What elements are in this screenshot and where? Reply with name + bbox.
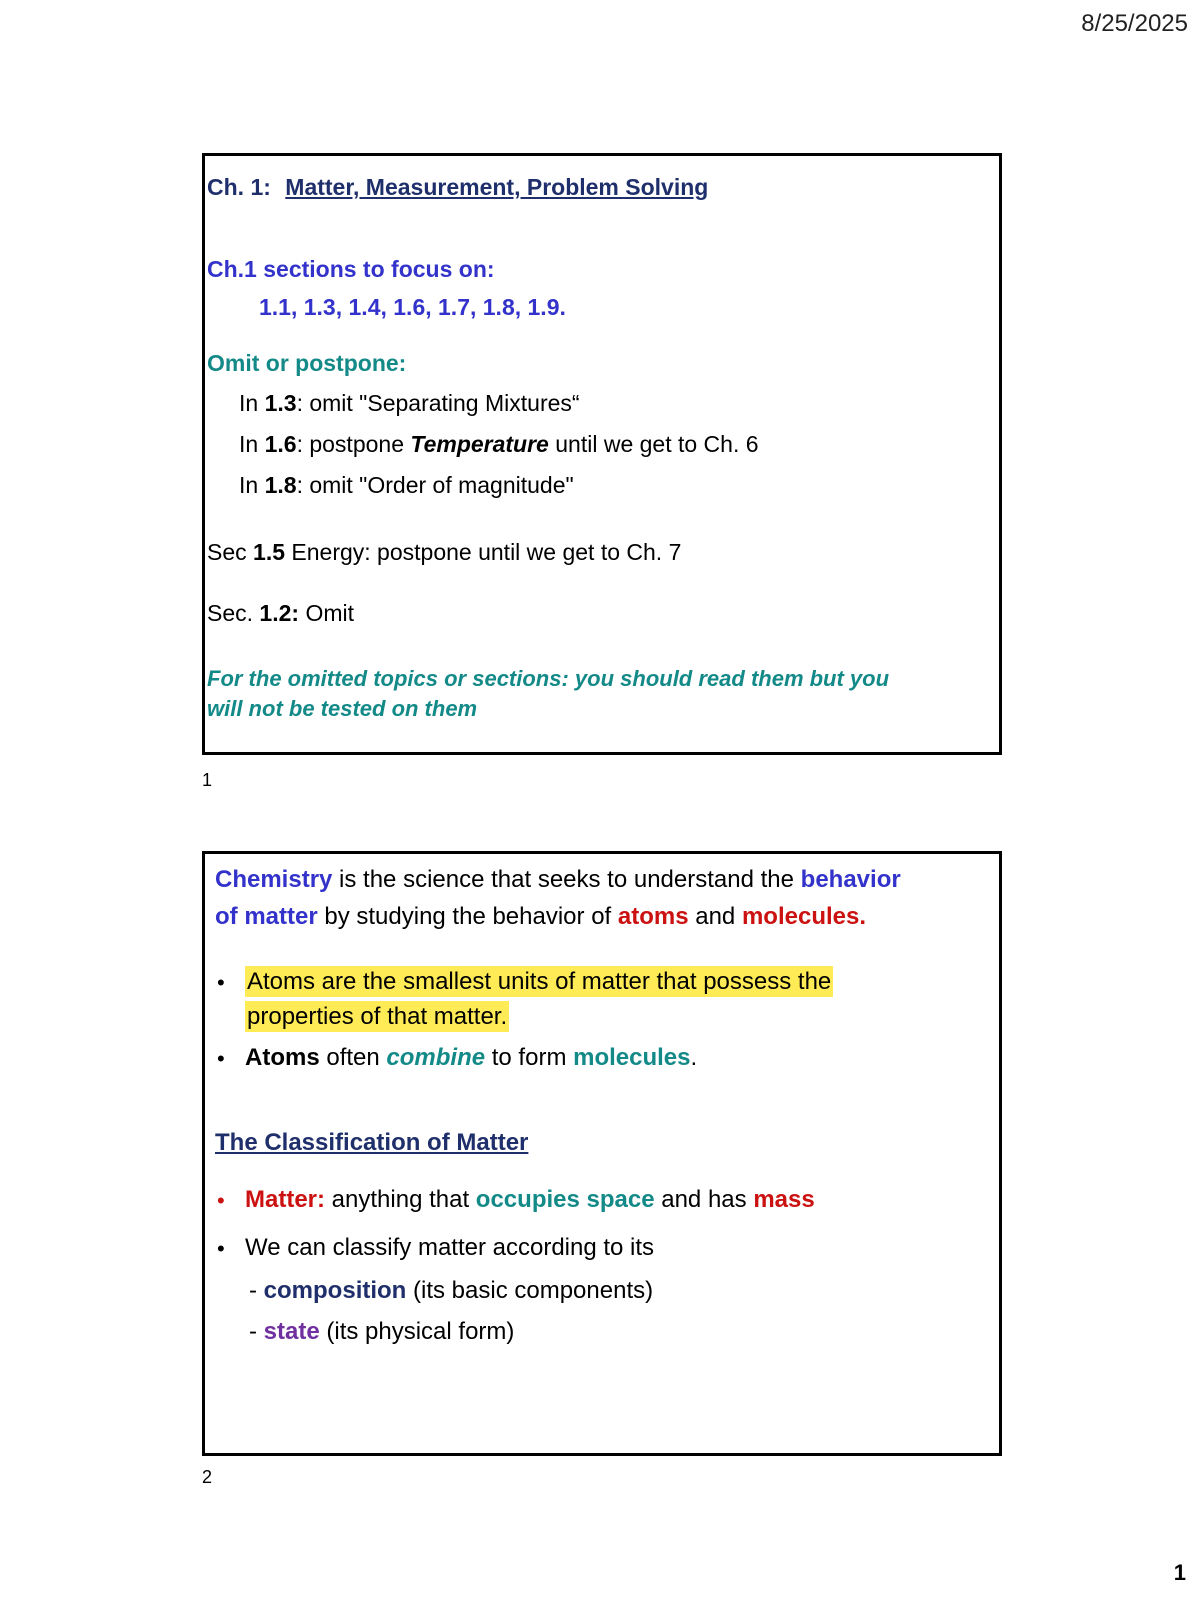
omit-item-3 <box>239 472 574 499</box>
omit-sec-text: Omit <box>299 600 355 626</box>
omit-text: : postpone <box>296 431 411 457</box>
state-text: (its physical form) <box>319 1318 515 1345</box>
intro-text-2: by studying the behavior of <box>317 903 618 930</box>
bullet-dot-red: • <box>217 1188 225 1213</box>
omit-section: 1.3 <box>264 390 297 416</box>
matter-text-1: anything that <box>325 1186 476 1213</box>
highlighted-text: Atoms are the smallest units of matter that possess the <box>247 968 832 995</box>
focus-sections: 1.1, 1.3, 1.4, 1.6, 1.7, 1.8, 1.9. <box>259 294 566 320</box>
word-atoms: atoms <box>617 903 689 930</box>
combine-line <box>245 1044 697 1072</box>
omit-sec-section: 1.2: <box>259 600 300 626</box>
bullet-dot: • <box>217 1236 225 1261</box>
highlighted-text: properties of that matter. <box>247 1003 508 1030</box>
bullet-dot: • <box>217 1046 225 1071</box>
word-state: state <box>263 1318 320 1345</box>
matter-text-2: and has <box>654 1186 754 1213</box>
intro-text-1: is the science that seeks to understand the <box>332 866 801 893</box>
intro-line-2 <box>215 903 866 931</box>
word-occupies-space: occupies space <box>475 1186 655 1213</box>
omit-prefix: In <box>239 431 265 457</box>
intro-line-1 <box>215 866 901 894</box>
word-molecules: molecules. <box>741 903 867 930</box>
word-behavior: behavior <box>800 866 901 893</box>
energy-line <box>207 539 681 566</box>
omit-text: : omit "Order of magnitude" <box>296 472 574 498</box>
state-line <box>249 1318 514 1346</box>
omit-prefix: In <box>239 472 265 498</box>
omit-sec-prefix: Sec. <box>207 600 260 626</box>
atoms-definition-line-2 <box>245 1003 509 1031</box>
intro-text-3: and <box>688 903 742 930</box>
omit-section: 1.6 <box>264 431 297 457</box>
classification-heading: The Classification of Matter <box>215 1129 529 1156</box>
slide-number-1: 1 <box>202 770 213 790</box>
composition-text: (its basic components) <box>406 1277 654 1304</box>
omit-section: 1.8 <box>264 472 297 498</box>
print-date: 8/25/2025 <box>1081 10 1188 37</box>
atoms-definition-line-1 <box>245 968 833 996</box>
word-molecules-teal: molecules <box>573 1044 691 1071</box>
word-composition: composition <box>263 1277 407 1304</box>
omit-item-2 <box>239 431 759 458</box>
omit-emph: Temperature <box>410 431 549 457</box>
omit-item-1 <box>239 390 580 417</box>
matter-definition <box>245 1186 815 1214</box>
combine-text-1: often <box>319 1044 387 1071</box>
omit-text: : omit "Separating Mixtures“ <box>296 390 580 416</box>
focus-label: Ch.1 sections to focus on: <box>207 256 495 282</box>
word-mass: mass <box>753 1186 815 1213</box>
word-atoms-bold: Atoms <box>245 1044 320 1071</box>
word-chemistry: Chemistry <box>215 866 333 893</box>
title-main: Matter, Measurement, Problem Solving <box>285 174 709 200</box>
bullet-dot: • <box>217 970 225 995</box>
title-prefix: Ch. 1: <box>207 174 271 200</box>
dash: - <box>249 1277 264 1304</box>
energy-section: 1.5 <box>253 539 286 565</box>
dash: - <box>249 1318 264 1345</box>
page-number: 1 <box>1173 1560 1186 1585</box>
omit-prefix: In <box>239 390 265 416</box>
energy-text: Energy: postpone until we get to Ch. 7 <box>285 539 682 565</box>
omit-label: Omit or postpone: <box>207 350 407 376</box>
matter-label: Matter: <box>245 1186 326 1213</box>
word-of-matter: of matter <box>215 903 318 930</box>
combine-text-2: to form <box>485 1044 574 1071</box>
omit-text-after: until we get to Ch. 6 <box>548 431 759 457</box>
note-line-1: For the omitted topics or sections: you should read them but you <box>207 666 890 691</box>
combine-text-3: . <box>690 1044 698 1071</box>
classify-line: We can classify matter according to its <box>245 1234 655 1261</box>
note-line-2: will not be tested on them <box>207 696 478 721</box>
slide-1-title <box>207 174 708 201</box>
slide-number-2: 2 <box>202 1467 213 1487</box>
composition-line <box>249 1277 653 1305</box>
omit-sec-line <box>207 600 354 627</box>
energy-prefix: Sec <box>207 539 254 565</box>
slide-2 <box>202 851 1002 1456</box>
slide-1 <box>202 153 1002 755</box>
word-combine: combine <box>386 1044 486 1071</box>
